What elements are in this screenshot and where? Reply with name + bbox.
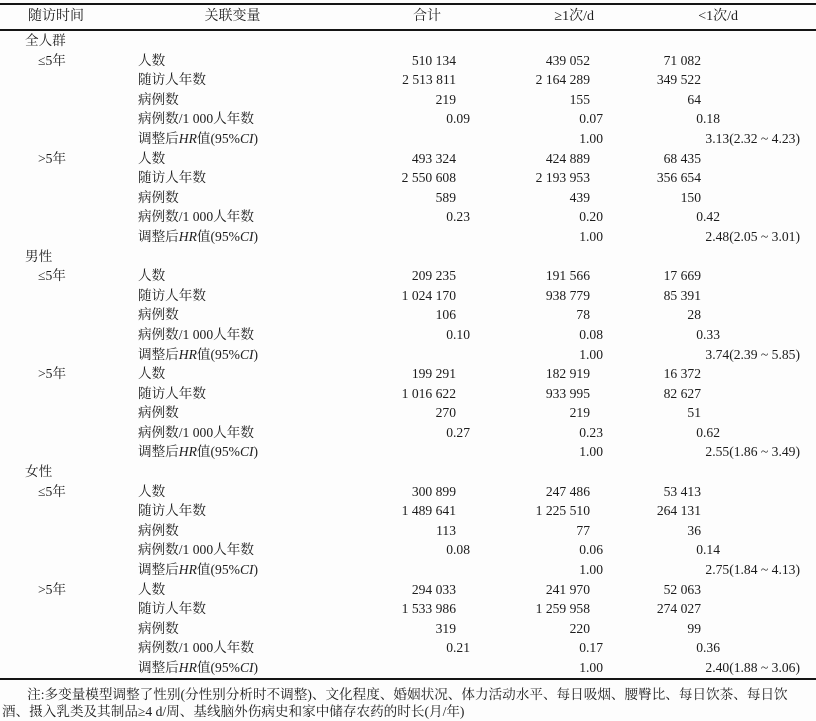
cell-lt1: 2.48(2.05 ~ 3.01) [705, 228, 800, 244]
cell-total: 0.09 [446, 111, 470, 127]
variable-label: 病例数/1 000人年数 [138, 111, 254, 127]
period-label [0, 599, 120, 619]
cell-ge1: 1.00 [579, 660, 603, 675]
cell-total: 589 [435, 189, 456, 205]
variable-label: 病例数/1 000人年数 [138, 424, 254, 440]
data-row [0, 442, 816, 462]
col-header-total: 合计 [345, 4, 475, 30]
cell-ge1: 182 919 [545, 366, 590, 382]
cell-total: 0.27 [446, 424, 470, 440]
group-header-row [0, 30, 816, 51]
cell-ge1: 933 995 [545, 385, 590, 401]
variable-label: 调整后HR值(95%CI) [138, 130, 259, 146]
period-label [0, 521, 120, 541]
variable-label: 调整后HR值(95%CI) [138, 562, 259, 578]
cell-lt1: 64 [687, 91, 701, 107]
period-label [0, 619, 120, 639]
cell-total: 0.23 [446, 209, 470, 225]
cell-ge1: 439 052 [545, 52, 590, 68]
variable-label: 调整后HR值(95%CI) [138, 228, 259, 244]
cell-lt1: 82 627 [663, 385, 701, 401]
cell-ge1: 1.00 [579, 130, 603, 146]
period-label [0, 442, 120, 462]
cell-total: 2 513 811 [402, 72, 456, 88]
period-label [0, 403, 120, 423]
cell-lt1: 85 391 [663, 287, 701, 303]
cell-lt1: 16 372 [663, 366, 701, 382]
cell-ge1: 0.17 [579, 640, 603, 656]
cell-ge1: 78 [576, 307, 590, 323]
period-label [0, 90, 120, 110]
cell-ge1: 2 193 953 [535, 170, 590, 186]
period-label [0, 501, 120, 521]
table-body [0, 30, 816, 679]
cell-total: 113 [436, 522, 456, 538]
cell-total: 1 024 170 [401, 287, 456, 303]
cell-lt1: 0.42 [696, 209, 720, 225]
cell-total: 270 [435, 405, 456, 421]
table-footnote: 注:多变量模型调整了性别(分性别分析时不调整)、文化程度、婚姻状况、体力活动水平、每日吸烟、腰臀比、每日饮茶、每日饮酒、摄入乳类及其制品≥4 d/周、基线脑外伤病史和家中储存农药的时长(月/年) [2, 686, 788, 720]
period-label [0, 286, 120, 306]
period-label: >5年 [38, 366, 67, 382]
variable-label: 病例数 [138, 522, 179, 538]
period-label: ≤5年 [38, 483, 66, 499]
variable-label: 病例数 [138, 91, 179, 107]
cell-lt1: 53 413 [663, 483, 701, 499]
cell-lt1: 0.18 [696, 111, 720, 127]
cell-total: 209 235 [411, 268, 456, 284]
cell-ge1: 241 970 [545, 581, 590, 597]
cell-total [345, 560, 475, 580]
cell-total: 300 899 [411, 483, 456, 499]
cell-ge1: 938 779 [545, 287, 590, 303]
cell-total: 1 489 641 [401, 503, 456, 519]
variable-label: 人数 [138, 581, 166, 597]
data-row [0, 149, 816, 169]
cell-lt1: 28 [687, 307, 701, 323]
period-label [0, 384, 120, 404]
group-header-row [0, 462, 816, 482]
variable-label: 随访人年数 [138, 170, 206, 186]
cell-lt1: 52 063 [663, 581, 701, 597]
group-label: 女性 [25, 464, 53, 480]
cell-ge1: 220 [569, 620, 590, 636]
period-label [0, 207, 120, 227]
table-header [0, 4, 816, 30]
data-row [0, 305, 816, 325]
cell-ge1: 219 [569, 405, 590, 421]
cell-lt1: 0.33 [696, 326, 720, 342]
data-row [0, 423, 816, 443]
cell-total: 510 134 [411, 52, 456, 68]
cell-ge1: 191 566 [545, 268, 590, 284]
data-row [0, 51, 816, 71]
cell-ge1: 1 259 958 [535, 601, 590, 617]
period-label [0, 540, 120, 560]
cell-ge1: 439 [569, 189, 590, 205]
cell-total: 0.21 [446, 640, 470, 656]
cell-lt1: 274 027 [656, 601, 701, 617]
data-row [0, 580, 816, 600]
group-header-row [0, 247, 816, 267]
period-label [0, 345, 120, 365]
col-header-variable: 关联变量 [120, 4, 345, 30]
data-row [0, 403, 816, 423]
cell-lt1: 264 131 [656, 503, 701, 519]
period-label: ≤5年 [38, 52, 66, 68]
data-row [0, 168, 816, 188]
cell-ge1: 1.00 [579, 346, 603, 362]
cell-total [345, 442, 475, 462]
period-label [0, 227, 120, 247]
variable-label: 调整后HR值(95%CI) [138, 444, 259, 460]
variable-label: 人数 [138, 366, 166, 382]
data-row [0, 501, 816, 521]
cell-total: 2 550 608 [401, 170, 456, 186]
cell-lt1: 71 082 [663, 52, 701, 68]
cell-lt1: 356 654 [656, 170, 701, 186]
period-label [0, 188, 120, 208]
cell-lt1: 99 [687, 620, 701, 636]
data-row [0, 384, 816, 404]
period-label [0, 305, 120, 325]
cell-total: 106 [435, 307, 456, 323]
data-row [0, 364, 816, 384]
period-label [0, 109, 120, 129]
cell-lt1: 349 522 [656, 72, 701, 88]
data-row [0, 266, 816, 286]
data-row [0, 188, 816, 208]
variable-label: 病例数/1 000人年数 [138, 326, 254, 342]
variable-label: 人数 [138, 268, 166, 284]
period-label [0, 560, 120, 580]
variable-label: 病例数 [138, 405, 179, 421]
data-row [0, 207, 816, 227]
cell-total: 199 291 [411, 366, 456, 382]
table-header-row [0, 4, 816, 30]
cell-total [345, 129, 475, 149]
cell-ge1: 155 [569, 91, 590, 107]
followup-statistics-table [0, 3, 816, 680]
data-row [0, 638, 816, 658]
cell-lt1: 150 [680, 189, 701, 205]
data-row [0, 482, 816, 502]
data-row [0, 109, 816, 129]
data-row [0, 658, 816, 679]
data-row [0, 345, 816, 365]
period-label: >5年 [38, 581, 67, 597]
col-header-lt1-per-day: <1次/d [610, 4, 816, 30]
variable-label: 病例数 [138, 307, 179, 323]
cell-total [345, 345, 475, 365]
cell-lt1: 68 435 [663, 150, 701, 166]
cell-lt1: 17 669 [663, 268, 701, 284]
cell-lt1: 2.55(1.86 ~ 3.49) [705, 444, 800, 460]
cell-ge1: 247 486 [545, 483, 590, 499]
data-row [0, 227, 816, 247]
variable-label: 随访人年数 [138, 503, 206, 519]
cell-total: 219 [435, 91, 456, 107]
variable-label: 随访人年数 [138, 287, 206, 303]
variable-label: 人数 [138, 150, 166, 166]
period-label [0, 638, 120, 658]
data-row [0, 325, 816, 345]
cell-lt1: 3.13(2.32 ~ 4.23) [705, 130, 800, 146]
variable-label: 病例数 [138, 620, 179, 636]
cell-ge1: 77 [576, 522, 590, 538]
col-header-ge1-per-day: ≥1次/d [475, 4, 610, 30]
cell-total: 1 016 622 [401, 385, 456, 401]
variable-label: 人数 [138, 52, 166, 68]
col-header-followup-time: 随访时间 [0, 4, 120, 30]
data-row [0, 70, 816, 90]
data-row [0, 521, 816, 541]
group-label: 男性 [25, 248, 53, 264]
period-label: >5年 [38, 150, 67, 166]
cell-lt1: 0.62 [696, 424, 720, 440]
variable-label: 人数 [138, 483, 166, 499]
data-row [0, 90, 816, 110]
data-row [0, 540, 816, 560]
cell-ge1: 1.00 [579, 562, 603, 578]
variable-label: 病例数/1 000人年数 [138, 640, 254, 656]
cell-ge1: 0.23 [579, 424, 603, 440]
cell-lt1: 0.14 [696, 542, 720, 558]
cell-lt1: 3.74(2.39 ~ 5.85) [705, 346, 800, 362]
cell-total: 294 033 [411, 581, 456, 597]
variable-label: 随访人年数 [138, 601, 206, 617]
cell-lt1: 2.40(1.88 ~ 3.06) [705, 660, 800, 675]
cell-total: 0.08 [446, 542, 470, 558]
cell-ge1: 0.20 [579, 209, 603, 225]
cell-ge1: 0.07 [579, 111, 603, 127]
group-label: 全人群 [25, 33, 66, 48]
cell-total [345, 227, 475, 247]
cell-total: 0.10 [446, 326, 470, 342]
period-label [0, 168, 120, 188]
data-row [0, 560, 816, 580]
data-row [0, 619, 816, 639]
period-label [0, 423, 120, 443]
cell-ge1: 1 225 510 [535, 503, 590, 519]
variable-label: 随访人年数 [138, 385, 206, 401]
cell-ge1: 2 164 289 [535, 72, 590, 88]
data-row [0, 286, 816, 306]
period-label: ≤5年 [38, 268, 66, 284]
period-label [0, 658, 120, 679]
cell-total [345, 658, 475, 679]
period-label [0, 129, 120, 149]
cell-ge1: 424 889 [545, 150, 590, 166]
data-row [0, 129, 816, 149]
cell-total: 1 533 986 [401, 601, 456, 617]
variable-label: 调整后HR值(95%CI) [138, 346, 259, 362]
cell-total: 493 324 [411, 150, 456, 166]
variable-label: 随访人年数 [138, 72, 206, 88]
period-label [0, 325, 120, 345]
data-row [0, 599, 816, 619]
variable-label: 病例数 [138, 189, 179, 205]
cell-total: 319 [435, 620, 456, 636]
cell-ge1: 0.08 [579, 326, 603, 342]
cell-ge1: 1.00 [579, 444, 603, 460]
variable-label: 病例数/1 000人年数 [138, 209, 254, 225]
period-label [0, 70, 120, 90]
cell-lt1: 2.75(1.84 ~ 4.13) [705, 562, 800, 578]
variable-label: 病例数/1 000人年数 [138, 542, 254, 558]
cell-ge1: 0.06 [579, 542, 603, 558]
cell-lt1: 51 [687, 405, 701, 421]
cell-ge1: 1.00 [579, 228, 603, 244]
variable-label: 调整后HR值(95%CI) [138, 660, 259, 675]
cell-lt1: 0.36 [696, 640, 720, 656]
cell-lt1: 36 [687, 522, 701, 538]
